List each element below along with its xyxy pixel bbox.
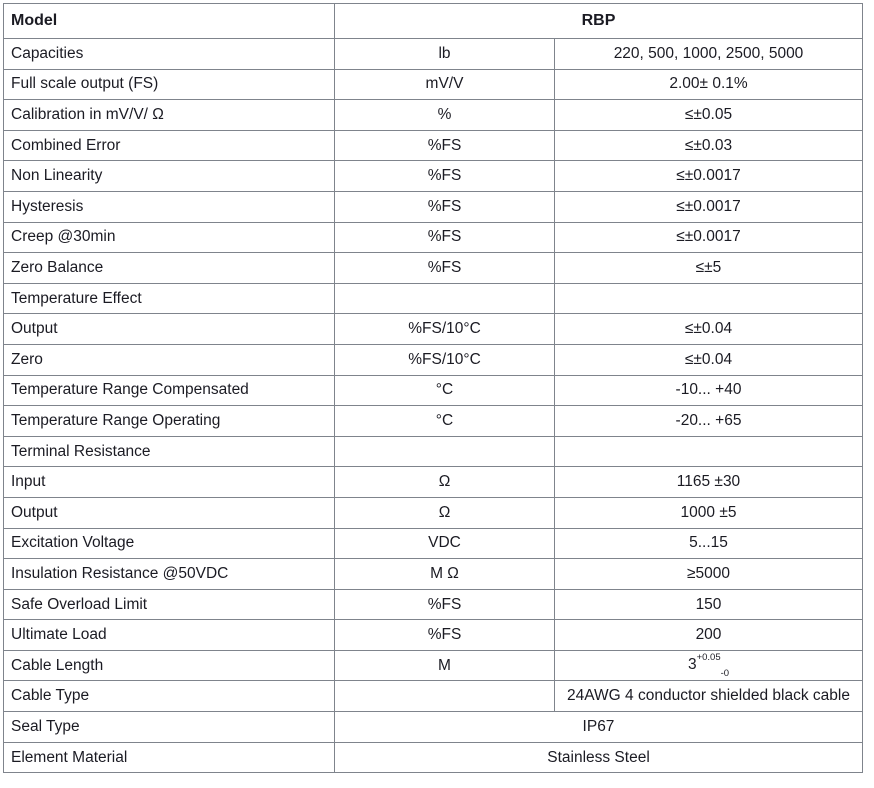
table-row: [4, 283, 863, 314]
row-unit: Ω: [335, 497, 555, 528]
row-value: 5...15: [555, 528, 863, 559]
row-label: Ultimate Load: [4, 620, 335, 651]
row-value: 2.00± 0.1%: [555, 69, 863, 100]
table-row: [4, 559, 863, 590]
row-unit: mV/V: [335, 69, 555, 100]
table-row: [4, 467, 863, 498]
row-label: Calibration in mV/V/ Ω: [4, 100, 335, 131]
tolerance-lower: -0: [720, 668, 730, 680]
table-row: [4, 253, 863, 284]
table-header: [4, 4, 863, 39]
row-unit: %FS: [335, 191, 555, 222]
row-value: -20... +65: [555, 406, 863, 437]
table-row: [4, 712, 863, 743]
table-header-row: [4, 4, 863, 39]
row-value: ≥5000: [555, 559, 863, 590]
table-row: [4, 436, 863, 467]
row-value: 220, 500, 1000, 2500, 5000: [555, 39, 863, 70]
row-unit: [335, 283, 555, 314]
row-unit: %FS: [335, 222, 555, 253]
row-value: 24AWG 4 conductor shielded black cable: [555, 681, 863, 712]
row-label: Full scale output (FS): [4, 69, 335, 100]
row-label: Safe Overload Limit: [4, 589, 335, 620]
table-row: [4, 650, 863, 681]
row-value: 200: [555, 620, 863, 651]
row-unit: M: [335, 650, 555, 681]
table-row: [4, 589, 863, 620]
row-value-tolerance: [555, 650, 863, 681]
column-header-model: Model: [4, 4, 335, 39]
row-value-spanning: Stainless Steel: [335, 742, 863, 773]
row-value: ≤±0.04: [555, 314, 863, 345]
table-row: [4, 620, 863, 651]
row-unit: %FS/10°C: [335, 344, 555, 375]
row-unit: [335, 436, 555, 467]
row-label: Cable Length: [4, 650, 335, 681]
row-label: Combined Error: [4, 130, 335, 161]
row-value: -10... +40: [555, 375, 863, 406]
table-row: [4, 130, 863, 161]
row-label: Output: [4, 314, 335, 345]
row-value: ≤±5: [555, 253, 863, 284]
row-value: 1000 ±5: [555, 497, 863, 528]
table-row: [4, 497, 863, 528]
table-row: [4, 222, 863, 253]
table-row: [4, 742, 863, 773]
row-label: Output: [4, 497, 335, 528]
table-row: [4, 375, 863, 406]
row-unit: %FS/10°C: [335, 314, 555, 345]
row-unit: Ω: [335, 467, 555, 498]
row-unit: %FS: [335, 253, 555, 284]
row-label: Zero Balance: [4, 253, 335, 284]
row-value: ≤±0.0017: [555, 222, 863, 253]
row-unit: M Ω: [335, 559, 555, 590]
row-unit: %: [335, 100, 555, 131]
row-value: ≤±0.04: [555, 344, 863, 375]
row-label: Non Linearity: [4, 161, 335, 192]
table-row: [4, 100, 863, 131]
table-row: [4, 69, 863, 100]
row-unit: %FS: [335, 620, 555, 651]
tolerance-group: [687, 651, 730, 680]
row-label: Temperature Effect: [4, 283, 335, 314]
row-label: Cable Type: [4, 681, 335, 712]
row-value: 1165 ±30: [555, 467, 863, 498]
table-row: [4, 161, 863, 192]
rbp-specification-table: [3, 3, 863, 773]
row-label: Temperature Range Compensated: [4, 375, 335, 406]
table-row: [4, 39, 863, 70]
row-label: Seal Type: [4, 712, 335, 743]
row-value: ≤±0.0017: [555, 191, 863, 222]
table-row: [4, 406, 863, 437]
table-row: [4, 344, 863, 375]
row-unit: °C: [335, 375, 555, 406]
table-row: [4, 681, 863, 712]
table-row: [4, 528, 863, 559]
row-unit: °C: [335, 406, 555, 437]
table-body: [4, 39, 863, 773]
row-label: Capacities: [4, 39, 335, 70]
row-label: Element Material: [4, 742, 335, 773]
row-value: 150: [555, 589, 863, 620]
row-label: Insulation Resistance @50VDC: [4, 559, 335, 590]
row-label: Input: [4, 467, 335, 498]
row-label: Hysteresis: [4, 191, 335, 222]
tolerance-upper: +0.05: [696, 651, 721, 663]
row-unit: %FS: [335, 161, 555, 192]
row-unit: %FS: [335, 589, 555, 620]
column-header-rbp: RBP: [335, 4, 863, 39]
row-unit: lb: [335, 39, 555, 70]
row-unit: [335, 681, 555, 712]
table-row: [4, 191, 863, 222]
row-unit: %FS: [335, 130, 555, 161]
tolerance-base: 3: [687, 655, 697, 673]
row-label: Temperature Range Operating: [4, 406, 335, 437]
row-label: Creep @30min: [4, 222, 335, 253]
row-value-spanning: IP67: [335, 712, 863, 743]
row-value: ≤±0.0017: [555, 161, 863, 192]
row-value: ≤±0.03: [555, 130, 863, 161]
table-row: [4, 314, 863, 345]
row-value: [555, 283, 863, 314]
row-label: Zero: [4, 344, 335, 375]
row-label: Excitation Voltage: [4, 528, 335, 559]
row-value: [555, 436, 863, 467]
row-label: Terminal Resistance: [4, 436, 335, 467]
row-value: ≤±0.05: [555, 100, 863, 131]
row-unit: VDC: [335, 528, 555, 559]
